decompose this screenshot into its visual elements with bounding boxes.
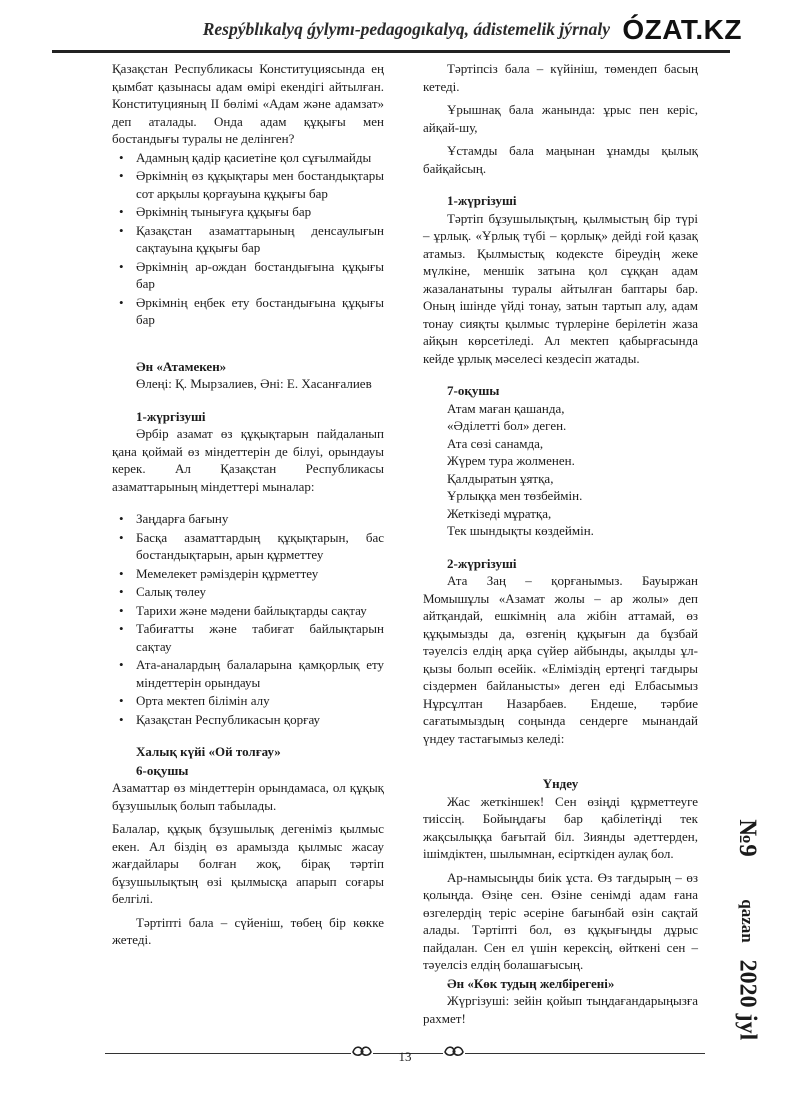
list-item: • Мемелекет рәміздерін құрметтеу <box>112 565 384 583</box>
paragraph: Өлеңі: Қ. Мырзалиев, Әні: Е. Хасанғалиев <box>136 376 372 391</box>
spacer <box>112 495 384 509</box>
ornament-left-icon <box>351 1045 373 1059</box>
list-item: • Табиғатты және табиғат байлықтарын сақтау <box>112 620 384 655</box>
spacer <box>112 728 384 742</box>
paragraph: Жеткізеді мұратқа, <box>447 505 552 521</box>
left-column <box>112 60 384 949</box>
issue-number <box>712 788 782 888</box>
paragraph: Тәртіп бұзушылықтың, қылмыстың бір түрі – ұрлық. «Ұрлық түбі – қорлық» дейді ғой қазақ атамыз. Қылмыстық кодексте біреудің жеке мүлкіне, меншік затына қол сұққан адам жазаланатыны туралы айтылған баптары бар. Оның ішінде үйді тонау, затын тартып алу, адам тонау сияқты қылмыс түрлеріне берілетін жаза айқын көрсетіледі. Ал мектеп қабырғасында кейде ұрлық мәселесі кездесіп жатады. <box>423 210 698 366</box>
spacer <box>112 393 384 407</box>
list-item: • Салық төлеу <box>112 583 384 601</box>
section-heading: Ән «Көк тудың желбірегені» <box>447 975 615 991</box>
paragraph: Ұстамды бала маңынан ұнамды қылық байқайсың. <box>423 143 698 176</box>
spacer <box>423 540 698 554</box>
header-divider <box>52 50 730 53</box>
issue-month <box>712 893 782 948</box>
paragraph: Балалар, құқық бұзушылық дегеніміз қылмыс екен. Ал біздің өз арамызда қылмыс жасау жағдайлары болған жоқ, бірақ тәртіп бұзушылықтың өзі қылмысқа апарып соғары белгілі. <box>112 821 384 906</box>
issue-month-text: qazan <box>738 898 757 943</box>
paragraph: Ұрлыққа мен төзбеймін. <box>447 488 583 503</box>
right-column <box>423 60 698 1027</box>
ornament-right-icon <box>443 1045 465 1059</box>
list-item: • Әркімнің ар-ождан бостандығына құқығы бар <box>112 258 384 293</box>
paragraph: «Әділетті бол» деген. <box>447 418 567 433</box>
list-item: • Заңдарға бағыну <box>112 510 384 528</box>
paragraph: Ата сөзі санамда, <box>447 435 544 451</box>
issue-year-text: 2020 jyl <box>734 959 761 1041</box>
paragraph: Азаматтар өз міндеттерін орындамаса, ол құқық бұзушылық болып табылады. <box>112 780 384 813</box>
paragraph: Тәртіпті бала – сүйеніш, төбең бір көкке жетеді. <box>112 914 384 947</box>
section-heading: 1-жүргізуші <box>447 193 517 208</box>
list-item: • Адамның қадір қасиетіне қол сұғылмайды <box>112 149 384 167</box>
list-item: • Қазақстан Республикасын қорғау <box>112 711 384 729</box>
section-heading: 1-жүргізуші <box>136 408 206 424</box>
journal-title: Respýblıkalyq ǵylymı-pedagogıkalyq, ádistemelik jýrnaly <box>202 19 610 39</box>
paragraph: Тәртіпсіз бала – күйініш, төмендеп басың кетеді. <box>423 61 698 94</box>
paragraph: Қазақстан Республикасы Конституциясында ең қымбат қазынасы адам өмірі екендігі айтылған. Конституцияның II бөлімі «Адам және адамзат» деп аталады. Онда адам құқығы мен бостандығы туралы не делінген? <box>112 61 384 146</box>
section-heading: Үндеу <box>542 776 579 791</box>
paragraph: Жүрем тура жолменен. <box>447 453 575 468</box>
page-number: 13 <box>398 1049 412 1064</box>
paragraph: Жүргізуші: зейін қойып тыңдағандарыңызға рахмет! <box>423 993 698 1026</box>
section-heading: Ән «Атамекен» <box>136 358 227 374</box>
spacer <box>423 177 698 191</box>
list-item: • Басқа азаматтардың құқықтарын, бас бостандықтарын, арын құрметтеу <box>112 529 384 564</box>
paragraph: Атам маған қашанда, <box>447 400 565 416</box>
paragraph: Тек шындықты көздеймін. <box>447 523 594 538</box>
list-item: • Қазақстан азаматтарының денсаулығын сақтауына құқығы бар <box>112 222 384 257</box>
list-item: • Орта мектеп білімін алу <box>112 692 384 710</box>
section-heading: 6-оқушы <box>136 762 189 778</box>
spacer <box>112 329 384 357</box>
list-item: • Әркімнің тынығуға құқығы бар <box>112 203 384 221</box>
section-heading: 7-оқушы <box>447 383 500 398</box>
list-item: • Әркімнің еңбек ету бостандығына құқығы бар <box>112 294 384 329</box>
spacer <box>423 367 698 381</box>
paragraph: Ата Заң – қорғанымыз. Бауыржан Момышұлы «Азамат жолы – ар жолы» деп айтқандай, ешкімнің ала жібін аттамай, өз құқымызды да, өзгенің құқығын да бұзбай тәуелсіз елдің арқа сүйер айбынды, ақылды ұл-қызы болып өсейік. «Еліміздің ертеңгі тағдыры сіздермен байланысты» деген еді Елбасымыз Нұрсұлтан Назарбаев. Ендеше, тәрбие сағатымыздың соңында сендерге мынандай үндеу тастағымыз келеді: <box>423 573 698 746</box>
issue-year <box>712 950 782 1050</box>
list-item: • Тарихи және мәдени байлықтарды сақтау <box>112 602 384 620</box>
paragraph: Ар-намысыңды биік ұста. Өз тағдырың – өз қолыңда. Өзіңе сен. Өзіне сенімді адам ғана өзгелердің теріс әсеріне бағынбай өзін сақтай алады. Тәртіпті бол, өз құқығыңды дұрыс пайдалан. Сен ел үшін керексің, өйткені сен – тәуелсіз елдің болашағысың. <box>423 869 698 972</box>
paragraph: Жас жеткіншек! Сен өзіңді құрметтеуге тиіссің. Бойыңдағы бар қабілетіңді тек жақсылыққа бағытай біл. Зиянды әдеттерден, ішімдіктен, шылымнан, есірткіден аулақ бол. <box>423 793 698 861</box>
spacer <box>423 747 698 775</box>
issue-number-text: №9 <box>734 819 761 857</box>
paragraph: Ұрышнақ бала жанында: ұрыс пен керіс, айқай-шу, <box>423 102 698 135</box>
paragraph: Қалдыратын ұятқа, <box>447 470 554 486</box>
section-heading: 2-жүргізуші <box>447 555 517 571</box>
page-footer <box>0 1040 800 1080</box>
paragraph: Әрбір азамат өз құқықтарын пайдаланып қана қоймай өз міндеттерін де білуі, орындауы керек. Ал Қазақстан Республикасы азаматтарының міндеттері мыналар: <box>112 426 384 494</box>
section-heading: Халық күйі «Ой толғау» <box>136 744 281 759</box>
site-logo[interactable]: ÓZAT.KZ <box>622 14 742 45</box>
page-header <box>0 0 800 62</box>
list-item: • Әркімнің өз құқықтары мен бостандықтары сот арқылы қорғауына құқығы бар <box>112 167 384 202</box>
list-item: • Ата-аналардың балаларына қамқорлық ету міндеттерін орындауы <box>112 656 384 691</box>
